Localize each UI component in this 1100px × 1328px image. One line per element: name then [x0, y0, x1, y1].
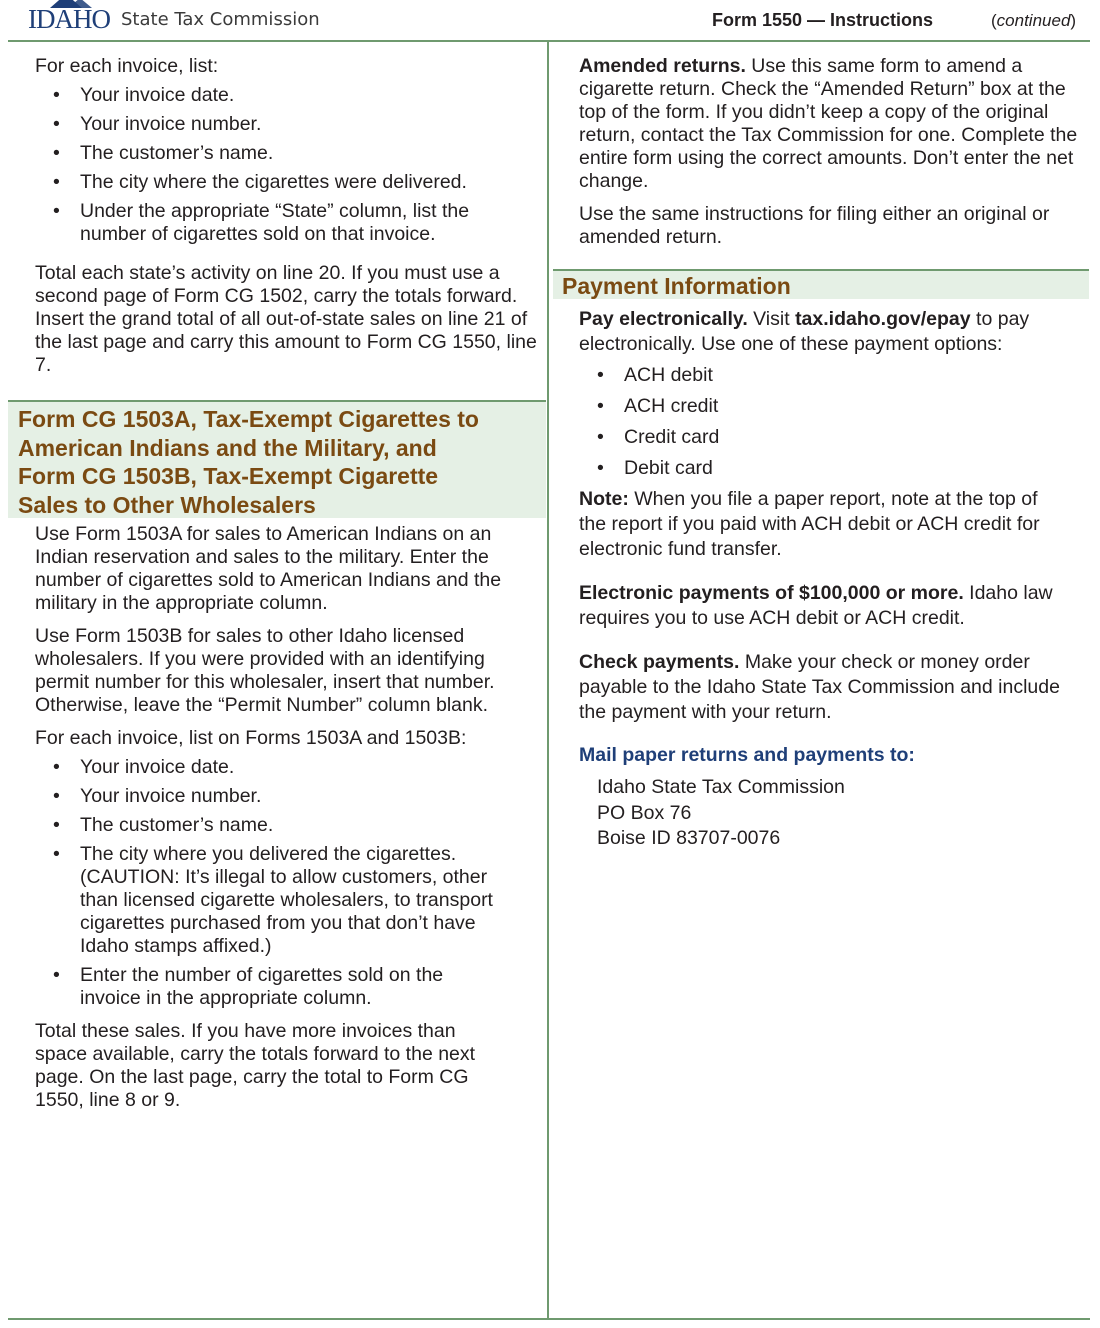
pay-rest: to pay electronically. Use one of these payment options:	[579, 308, 1030, 355]
mail-heading: Mail paper returns and payments to:	[579, 744, 915, 766]
list-item	[579, 394, 1089, 419]
list-item	[35, 814, 540, 837]
address-line: Idaho State Tax Commission	[597, 776, 845, 798]
list-item-text: The customer’s name.	[80, 142, 274, 164]
left-column-bottom	[35, 523, 540, 1112]
electronic-text: Idaho law requires you to use ACH debit or ACH credit.	[579, 582, 1053, 629]
same-instructions: Use the same instructions for filing either an original or amended return.	[579, 203, 1050, 248]
paragraph-1503b: Use Form 1503B for sales to other Idaho licensed wholesalers. If you were provided with an identifying permit number for this wholesaler, insert that number. Otherwise, leave the “Permit Number” column blank.	[35, 625, 495, 716]
amended-paragraph	[579, 55, 1089, 193]
address-line: PO Box 76	[597, 801, 692, 824]
continued-word: continued	[996, 11, 1071, 30]
section-title: Form CG 1503A, Tax-Exempt Cigarettes to American Indians and the Military, and Form CG 1503B, Tax-Exempt Cigarette Sales to Other Wholesalers	[18, 406, 479, 518]
note-text: When you file a paper report, note at the top of the report if you paid with ACH debit or ACH credit for electronic fund transfer.	[579, 488, 1040, 560]
agency-name: State Tax Commission	[121, 9, 320, 30]
left-column-top	[35, 55, 540, 377]
list-item-text: Your invoice number.	[80, 113, 262, 135]
bullet-icon: •	[53, 964, 60, 986]
bullet-icon: •	[53, 814, 60, 836]
bullet-icon: •	[53, 756, 60, 778]
amended-text: Use this same form to amend a cigarette return. Check the “Amended Return” box at the top of the form. If you didn’t keep a copy of the original return, contact the Tax Commission for one. Complete the entire form using the correct amounts. Don’t enter the net change.	[579, 55, 1078, 192]
list-item	[35, 964, 540, 1010]
list-item-text: The customer’s name.	[80, 814, 274, 836]
list-item-text: The city where you delivered the cigarettes. (CAUTION: It’s illegal to allow customers, other than licensed cigarette wholesalers, to transport cigarettes purchased from you that don’t have Idaho stamps affixed.)	[80, 843, 493, 957]
list-item-text: Your invoice date.	[80, 756, 235, 778]
list-item	[35, 113, 540, 136]
section-heading-payment	[553, 269, 1089, 299]
form-title: Form 1550 — Instructions	[712, 10, 934, 30]
electronic-label: Electronic payments of $100,000 or more.	[579, 582, 964, 604]
list-item-text: Your invoice number.	[80, 785, 262, 807]
bullet-icon: •	[597, 426, 604, 448]
continued-close: )	[1070, 11, 1077, 30]
section-heading-1503	[8, 400, 546, 518]
continued-open: (	[991, 11, 997, 30]
list-item-text: Under the appropriate “State” column, list the number of cigarettes sold on that invoice.	[80, 200, 470, 245]
bullet-icon: •	[597, 364, 604, 386]
list-item-text: Enter the number of cigarettes sold on the invoice in the appropriate column.	[80, 964, 444, 1009]
mailing-address	[579, 775, 1089, 852]
list-item-text: Your invoice date.	[80, 84, 235, 106]
header-rule	[8, 40, 1090, 42]
check-text: Make your check or money order payable to the Idaho State Tax Commission and include the payment with your return.	[579, 651, 1060, 723]
logo-wordmark: IDAHO	[28, 4, 110, 34]
continued-note	[991, 11, 1076, 31]
list-item	[35, 843, 540, 958]
list-item-text: Credit card	[624, 426, 720, 448]
note-paragraph	[579, 487, 1059, 562]
list-item	[35, 142, 540, 165]
list-item	[35, 756, 540, 779]
paragraph-1503a: Use Form 1503A for sales to American Indians on an Indian reservation and sales to the military. Enter the number of cigarettes sold to American Indians and the military in the appropriate column.	[35, 523, 502, 614]
total-paragraph-2: Total these sales. If you have more invoices than space available, carry the totals forward to the next page. On the last page, carry the total to Form CG 1550, line 8 or 9.	[35, 1020, 476, 1111]
electronic-payments	[579, 581, 1089, 631]
check-label: Check payments.	[579, 651, 740, 673]
check-payments	[579, 650, 1089, 725]
list-item-text: ACH debit	[624, 364, 713, 386]
pay-label: Pay electronically.	[579, 308, 748, 330]
bullet-icon: •	[53, 84, 60, 106]
pay-visit: Visit	[747, 308, 796, 330]
section-title: Payment Information	[562, 273, 791, 299]
page-header	[0, 0, 1100, 40]
list-item-text: ACH credit	[624, 395, 719, 417]
bullet-icon: •	[53, 843, 60, 865]
list-item-text: Debit card	[624, 457, 713, 479]
pay-electronically	[579, 307, 1089, 357]
payment-options-list	[579, 363, 1089, 481]
right-column-bottom	[579, 307, 1089, 852]
total-paragraph: Total each state’s activity on line 20. If you must use a second page of Form CG 1502, carry the totals forward. Insert the grand total of all out-of-state sales on line 21 of the last page and carry this amount to Form CG 1550, line 7.	[35, 262, 537, 376]
list-item	[579, 363, 1089, 388]
bullet-icon: •	[53, 171, 60, 193]
list-item-text: The city where the cigarettes were delivered.	[80, 171, 467, 193]
bullet-icon: •	[53, 785, 60, 807]
bullet-icon: •	[597, 395, 604, 417]
bullet-icon: •	[53, 113, 60, 135]
list-item	[35, 785, 540, 808]
list-item	[35, 84, 540, 107]
invoice-intro: For each invoice, list:	[35, 55, 219, 77]
amended-label: Amended returns.	[579, 55, 746, 77]
column-divider	[547, 42, 549, 1318]
invoice-list	[35, 84, 540, 246]
bullet-icon: •	[53, 142, 60, 164]
list-item	[35, 171, 540, 194]
invoice-intro-2: For each invoice, list on Forms 1503A and 1503B:	[35, 727, 467, 749]
note-label: Note:	[579, 488, 629, 510]
address-line: Boise ID 83707-0076	[597, 827, 781, 849]
epay-link[interactable]: tax.idaho.gov/epay	[795, 308, 971, 330]
list-item	[35, 200, 540, 246]
right-column-top	[579, 55, 1089, 249]
bullet-icon: •	[53, 200, 60, 222]
invoice-list-2	[35, 756, 540, 1010]
footer-rule	[8, 1318, 1090, 1320]
bullet-icon: •	[597, 457, 604, 479]
list-item	[579, 425, 1089, 450]
list-item	[579, 456, 1089, 481]
